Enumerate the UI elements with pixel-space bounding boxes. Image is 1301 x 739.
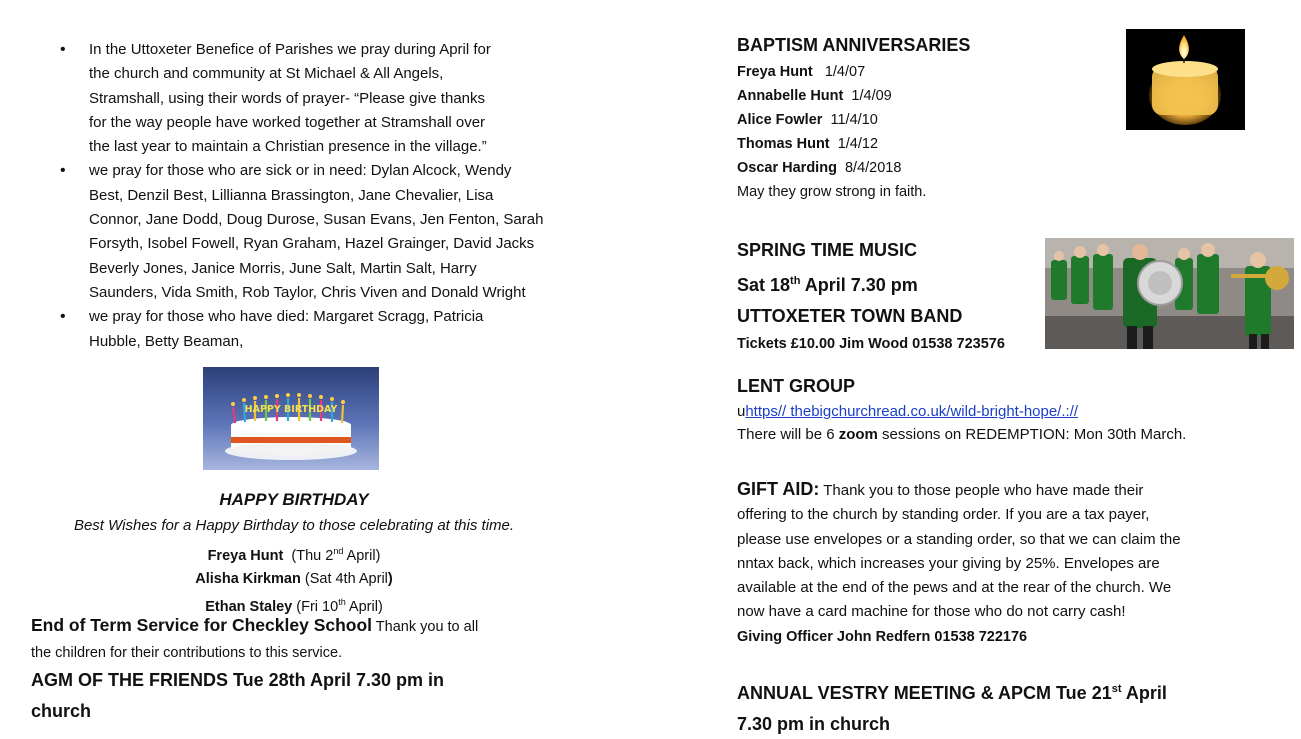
prayer-item-stramshall bbox=[60, 38, 560, 159]
spring-band: UTTOXETER TOWN BAND bbox=[737, 306, 963, 326]
checkley-text-2: the children for their contributions to this service. bbox=[31, 645, 343, 661]
gift-officer: Giving Officer John Redfern 01538 722176 bbox=[737, 628, 1028, 645]
gift-title: GIFT AID: bbox=[737, 479, 820, 499]
baptism-entry: Annabelle Hunt 1/4/09 bbox=[737, 88, 892, 104]
gift-line: GIFT AID: Thank you to those people who have made their bbox=[737, 479, 1144, 499]
baptism-anniversaries bbox=[737, 35, 1117, 204]
birthday-name: Ethan Staley bbox=[205, 598, 293, 615]
birthday-entry: Alisha Kirkman (Sat 4th April) bbox=[195, 570, 393, 587]
vestry-line: ANNUAL VESTRY MEETING & APCM Tue 21st April bbox=[737, 683, 1167, 703]
checkley-text: Thank you to all bbox=[372, 619, 479, 635]
baptism-entry: Alice Fowler 11/4/10 bbox=[737, 112, 878, 128]
spring-title: SPRING TIME MUSIC bbox=[737, 240, 918, 260]
baptism-entry: Oscar Harding 8/4/2018 bbox=[737, 160, 902, 176]
prayer-line: Best, Denzil Best, Lillianna Brassington, Jane Chevalier, Lisa bbox=[89, 186, 494, 204]
gift-aid bbox=[737, 477, 1223, 649]
gift-line: nntax back, which increases your giving by 25%. Envelopes are bbox=[737, 554, 1160, 572]
prayer-line: Stramshall, using their words of prayer- “Please give thanks bbox=[89, 89, 486, 107]
prayer-line: Connor, Jane Dodd, Doug Durose, Susan Evans, Jen Fenton, Sarah bbox=[89, 211, 544, 229]
gift-line: please use envelopes or a standing order, so that we can claim the bbox=[737, 530, 1181, 548]
candle-image bbox=[1126, 29, 1245, 130]
lent-link-suffix[interactable]: .:// bbox=[1061, 403, 1079, 420]
prayer-line: the last year to maintain a Christian presence in the village.” bbox=[89, 138, 487, 156]
birthday-name: Alisha Kirkman bbox=[195, 570, 301, 587]
birthday-date: (Sat 4th April bbox=[304, 570, 388, 587]
prayer-list bbox=[60, 38, 560, 354]
prayer-line: Saunders, Vida Smith, Rob Taylor, Chris Viven and Donald Wright bbox=[89, 283, 526, 301]
gift-line: offering to the church by standing order. If you are a tax payer, bbox=[737, 506, 1150, 524]
lent-title: LENT GROUP bbox=[737, 376, 856, 396]
gift-line: now have a card machine for those who do not carry cash! bbox=[737, 603, 1126, 621]
lent-zoom-sessions: There will be 6 zoom sessions on REDEMPTION: Mon 30th March. bbox=[737, 426, 1187, 443]
prayer-line: Hubble, Betty Beaman, bbox=[89, 332, 244, 350]
birthday-cake-image bbox=[203, 367, 379, 470]
prayer-line: the church and community at St Michael & All Angels, bbox=[89, 65, 444, 83]
spring-time-music bbox=[737, 235, 1057, 356]
prayer-line: Beverly Jones, Janice Morris, June Salt, Martin Salt, Harry bbox=[89, 259, 477, 277]
birthday-name: Freya Hunt bbox=[207, 547, 284, 564]
checkley-title: End of Term Service for Checkley School bbox=[31, 615, 373, 635]
prayer-item-died bbox=[60, 305, 560, 354]
baptism-list bbox=[737, 60, 1117, 204]
checkley-service bbox=[31, 612, 531, 666]
birthday-heading: HAPPY BIRTHDAY bbox=[219, 490, 369, 509]
birthday-wishes: Best Wishes for a Happy Birthday to those celebrating at this time. bbox=[73, 517, 515, 534]
agm-notice bbox=[31, 665, 501, 727]
prayer-line: for the way people have worked together at Stramshall over bbox=[89, 113, 486, 131]
baptism-entry: Freya Hunt 1/4/07 bbox=[737, 64, 866, 80]
baptism-entry: Thomas Hunt 1/4/12 bbox=[737, 136, 879, 152]
prayer-line: • we pray for those who have died: Margaret Scragg, Patricia bbox=[89, 308, 484, 326]
agm-line: AGM OF THE FRIENDS Tue 28th April 7.30 pm in bbox=[31, 670, 445, 690]
baptism-title: BAPTISM ANNIVERSARIES bbox=[737, 35, 971, 55]
spring-date: Sat 18th April 7.30 pm bbox=[737, 275, 918, 295]
birthday-date: (Fri 10th April) bbox=[296, 596, 383, 615]
birthday-date: (Thu 2nd April) bbox=[291, 546, 381, 564]
gift-line: available at the end of the pews and at the rear of the church. We bbox=[737, 579, 1172, 597]
vestry-line-2: 7.30 pm in church bbox=[737, 714, 891, 734]
baptism-closing: May they grow strong in faith. bbox=[737, 184, 927, 200]
annual-vestry-meeting bbox=[737, 674, 1237, 739]
agm-line: church bbox=[31, 701, 92, 721]
lent-link[interactable]: https// thebigchurchread.co.uk/wild-bright-hope/ bbox=[745, 403, 1062, 420]
lent-link-line: uhttps// thebigchurchread.co.uk/wild-bright-hope/.:// bbox=[737, 403, 1079, 420]
prayer-line: • we pray for those who are sick or in need: Dylan Alcock, Wendy bbox=[89, 162, 512, 180]
birthday-list bbox=[0, 540, 588, 619]
lent-group bbox=[737, 376, 1297, 446]
prayer-line: Forsyth, Isobel Fowell, Ryan Graham, Hazel Grainger, David Jacks bbox=[89, 235, 535, 253]
cake-candle-text: HAPPY BIRTHDAY bbox=[244, 404, 338, 415]
prayer-item-sick bbox=[60, 159, 560, 305]
spring-tickets: Tickets £10.00 Jim Wood 01538 723576 bbox=[737, 336, 1005, 352]
brass-band-image bbox=[1045, 238, 1294, 349]
prayer-line: • In the Uttoxeter Benefice of Parishes we pray during April for bbox=[89, 41, 491, 58]
birthday-entry bbox=[0, 540, 588, 568]
